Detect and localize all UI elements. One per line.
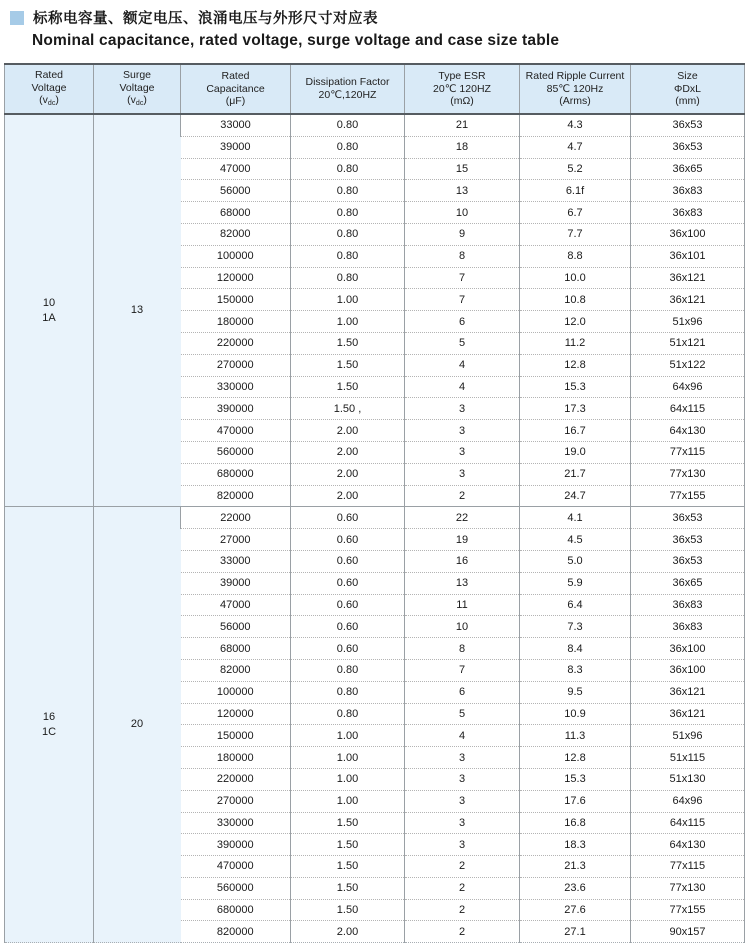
col-header-size — [631, 64, 745, 114]
dissipation-factor-cell: 0.80 — [291, 681, 405, 703]
ripple-current-cell: 24.7 — [520, 485, 631, 507]
header-unit: (Arms) — [559, 95, 591, 108]
dissipation-factor-cell: 0.80 — [291, 180, 405, 202]
size-cell: 36x53 — [631, 507, 745, 529]
capacitance-cell: 150000 — [181, 725, 291, 747]
esr-cell: 8 — [405, 638, 520, 660]
title-block — [0, 0, 748, 50]
dissipation-factor-cell: 0.60 — [291, 507, 405, 529]
ripple-current-cell: 7.3 — [520, 616, 631, 638]
col-header-dissipation-factor — [291, 64, 405, 114]
col-header-rated-voltage — [5, 64, 94, 114]
dissipation-factor-cell: 1.50 — [291, 376, 405, 398]
capacitance-cell: 820000 — [181, 485, 291, 507]
header-unit: $(v_{dc})$ — [39, 94, 59, 108]
dissipation-factor-cell: 0.80 — [291, 136, 405, 158]
ripple-current-cell: 15.3 — [520, 768, 631, 790]
section-marker-icon — [10, 11, 24, 25]
dissipation-factor-cell: 0.80 — [291, 158, 405, 180]
size-cell: 51x121 — [631, 332, 745, 354]
esr-cell: 7 — [405, 267, 520, 289]
capacitance-cell: 120000 — [181, 267, 291, 289]
ripple-current-cell: 18.3 — [520, 834, 631, 856]
dissipation-factor-cell: 1.50 — [291, 834, 405, 856]
esr-cell: 4 — [405, 354, 520, 376]
header-line: Rated Ripple Current — [525, 70, 625, 83]
capacitance-cell: 820000 — [181, 921, 291, 943]
esr-cell: 3 — [405, 834, 520, 856]
capacitance-cell: 180000 — [181, 747, 291, 769]
col-header-rated-ripple-current — [520, 64, 631, 114]
header-line: Voltage — [31, 81, 67, 94]
ripple-current-cell: 12.8 — [520, 747, 631, 769]
size-cell: 64x96 — [631, 376, 745, 398]
dissipation-factor-cell: 1.50 — [291, 332, 405, 354]
capacitance-cell: 180000 — [181, 311, 291, 333]
size-cell: 64x96 — [631, 790, 745, 812]
capacitance-cell: 560000 — [181, 877, 291, 899]
size-cell: 51x96 — [631, 725, 745, 747]
header-line: 85℃ 120Hz — [546, 82, 604, 95]
size-cell: 64x115 — [631, 812, 745, 834]
size-cell: 36x121 — [631, 681, 745, 703]
rated-voltage-cell: 16 1C — [5, 507, 94, 943]
dissipation-factor-cell: 1.00 — [291, 725, 405, 747]
size-cell: 36x83 — [631, 180, 745, 202]
dissipation-factor-cell: 0.80 — [291, 223, 405, 245]
esr-cell: 13 — [405, 180, 520, 202]
capacitance-cell: 27000 — [181, 529, 291, 551]
size-cell: 77x115 — [631, 441, 745, 463]
ripple-current-cell: 4.5 — [520, 529, 631, 551]
esr-cell: 2 — [405, 877, 520, 899]
esr-cell: 3 — [405, 790, 520, 812]
capacitance-cell: 470000 — [181, 856, 291, 878]
dissipation-factor-cell: 1.00 — [291, 311, 405, 333]
capacitance-cell: 82000 — [181, 223, 291, 245]
dissipation-factor-cell: 0.60 — [291, 638, 405, 660]
dissipation-factor-cell: 2.00 — [291, 441, 405, 463]
ripple-current-cell: 4.1 — [520, 507, 631, 529]
size-cell: 77x155 — [631, 485, 745, 507]
capacitance-cell: 22000 — [181, 507, 291, 529]
ripple-current-cell: 10.0 — [520, 267, 631, 289]
size-cell: 51x130 — [631, 768, 745, 790]
table-header-row — [5, 64, 745, 114]
ripple-current-cell: 12.8 — [520, 354, 631, 376]
capacitance-cell: 680000 — [181, 899, 291, 921]
header-line: 20℃,120HZ — [318, 89, 377, 101]
dissipation-factor-cell: 0.80 — [291, 703, 405, 725]
ripple-current-cell: 4.3 — [520, 114, 631, 136]
dissipation-factor-cell: 2.00 — [291, 463, 405, 485]
capacitance-cell: 100000 — [181, 681, 291, 703]
size-cell: 36x101 — [631, 245, 745, 267]
header-line: ΦDxL — [673, 82, 702, 95]
dissipation-factor-cell: 0.80 — [291, 202, 405, 224]
esr-cell: 11 — [405, 594, 520, 616]
esr-cell: 5 — [405, 332, 520, 354]
ripple-current-cell: 7.7 — [520, 223, 631, 245]
dissipation-factor-cell: 1.50 — [291, 877, 405, 899]
size-cell: 77x130 — [631, 877, 745, 899]
dissipation-factor-cell: 2.00 — [291, 921, 405, 943]
esr-cell: 7 — [405, 289, 520, 311]
ripple-current-cell: 12.0 — [520, 311, 631, 333]
esr-cell: 3 — [405, 463, 520, 485]
size-cell: 64x130 — [631, 834, 745, 856]
capacitance-cell: 680000 — [181, 463, 291, 485]
size-cell: 64x130 — [631, 420, 745, 442]
header-line: Surge — [122, 69, 152, 82]
capacitance-cell: 330000 — [181, 376, 291, 398]
capacitance-cell: 33000 — [181, 550, 291, 572]
size-cell: 77x115 — [631, 856, 745, 878]
dissipation-factor-cell: 0.60 — [291, 550, 405, 572]
header-line: Type ESR — [438, 70, 486, 83]
dissipation-factor-cell: 2.00 — [291, 485, 405, 507]
dissipation-factor-cell: 0.80 — [291, 114, 405, 136]
esr-cell: 2 — [405, 485, 520, 507]
dissipation-factor-cell: 1.50 — [291, 812, 405, 834]
header-line: Voltage — [119, 81, 155, 94]
size-cell: 36x121 — [631, 703, 745, 725]
esr-cell: 16 — [405, 550, 520, 572]
capacitance-cell: 39000 — [181, 572, 291, 594]
dissipation-factor-cell: 0.60 — [291, 616, 405, 638]
ripple-current-cell: 16.8 — [520, 812, 631, 834]
capacitance-cell: 150000 — [181, 289, 291, 311]
ripple-current-cell: 11.3 — [520, 725, 631, 747]
size-cell: 36x65 — [631, 572, 745, 594]
ripple-current-cell: 8.4 — [520, 638, 631, 660]
capacitance-cell: 33000 — [181, 114, 291, 136]
ripple-current-cell: 10.8 — [520, 289, 631, 311]
table-body — [5, 114, 745, 943]
ripple-current-cell: 16.7 — [520, 420, 631, 442]
size-cell: 36x100 — [631, 638, 745, 660]
size-cell: 36x83 — [631, 594, 745, 616]
capacitance-cell: 330000 — [181, 812, 291, 834]
esr-cell: 3 — [405, 812, 520, 834]
header-line: 20℃ 120HZ — [433, 82, 491, 95]
capacitance-cell: 470000 — [181, 420, 291, 442]
size-cell: 90x157 — [631, 921, 745, 943]
esr-cell: 22 — [405, 507, 520, 529]
size-cell: 36x121 — [631, 289, 745, 311]
size-cell: 51x122 — [631, 354, 745, 376]
size-cell: 36x83 — [631, 202, 745, 224]
ripple-current-cell: 17.3 — [520, 398, 631, 420]
capacitance-cell: 56000 — [181, 616, 291, 638]
rated-voltage-cell: 10 1A — [5, 114, 94, 507]
ripple-current-cell: 27.1 — [520, 921, 631, 943]
esr-cell: 4 — [405, 725, 520, 747]
header-line: Capacitance — [206, 82, 265, 95]
ripple-current-cell: 19.0 — [520, 441, 631, 463]
ripple-current-cell: 5.2 — [520, 158, 631, 180]
capacitance-cell: 68000 — [181, 202, 291, 224]
capacitance-cell: 100000 — [181, 245, 291, 267]
col-header-type-esr — [405, 64, 520, 114]
ripple-current-cell: 23.6 — [520, 877, 631, 899]
esr-cell: 2 — [405, 856, 520, 878]
capacitance-cell: 390000 — [181, 398, 291, 420]
dissipation-factor-cell: 0.80 — [291, 267, 405, 289]
ripple-current-cell: 5.9 — [520, 572, 631, 594]
capacitance-spec-table — [4, 63, 745, 943]
ripple-current-cell: 15.3 — [520, 376, 631, 398]
esr-cell: 21 — [405, 114, 520, 136]
table-row — [5, 114, 745, 136]
esr-cell: 8 — [405, 245, 520, 267]
capacitance-cell: 39000 — [181, 136, 291, 158]
capacitance-cell: 56000 — [181, 180, 291, 202]
size-cell: 36x53 — [631, 136, 745, 158]
surge-voltage-cell: 20 — [94, 507, 181, 943]
capacitance-cell: 68000 — [181, 638, 291, 660]
size-cell: 51x96 — [631, 311, 745, 333]
capacitance-cell: 560000 — [181, 441, 291, 463]
header-unit: (mΩ) — [450, 95, 474, 108]
header-unit: (mm) — [675, 95, 700, 108]
dissipation-factor-cell: 1.00 — [291, 790, 405, 812]
col-header-rated-capacitance — [181, 64, 291, 114]
ripple-current-cell: 17.6 — [520, 790, 631, 812]
page-title-chinese: 标称电容量、额定电压、浪涌电压与外形尺寸对应表 — [33, 11, 378, 27]
dissipation-factor-cell: 0.80 — [291, 659, 405, 681]
ripple-current-cell: 8.8 — [520, 245, 631, 267]
dissipation-factor-cell: 0.80 — [291, 245, 405, 267]
esr-cell: 4 — [405, 376, 520, 398]
ripple-current-cell: 6.7 — [520, 202, 631, 224]
esr-cell: 2 — [405, 921, 520, 943]
ripple-current-cell: 11.2 — [520, 332, 631, 354]
col-header-surge-voltage — [94, 64, 181, 114]
esr-cell: 19 — [405, 529, 520, 551]
esr-cell: 3 — [405, 398, 520, 420]
dissipation-factor-cell: 1.50 — [291, 856, 405, 878]
size-cell: 77x130 — [631, 463, 745, 485]
surge-voltage-cell: 13 — [94, 114, 181, 507]
dissipation-factor-cell: 1.50 — [291, 354, 405, 376]
dissipation-factor-cell: 2.00 — [291, 420, 405, 442]
size-cell: 36x65 — [631, 158, 745, 180]
page-title-english: Nominal capacitance, rated voltage, surge voltage and case size table — [32, 32, 560, 49]
esr-cell: 3 — [405, 441, 520, 463]
header-line: Rated — [34, 69, 64, 82]
dissipation-factor-cell: 0.60 — [291, 594, 405, 616]
dissipation-factor-cell: 1.00 — [291, 289, 405, 311]
size-cell: 64x115 — [631, 398, 745, 420]
dissipation-factor-cell: 0.60 — [291, 529, 405, 551]
size-cell: 36x53 — [631, 114, 745, 136]
capacitance-cell: 47000 — [181, 594, 291, 616]
capacitance-cell: 390000 — [181, 834, 291, 856]
esr-cell: 6 — [405, 311, 520, 333]
dissipation-factor-cell: 0.60 — [291, 572, 405, 594]
ripple-current-cell: 21.7 — [520, 463, 631, 485]
esr-cell: 2 — [405, 899, 520, 921]
ripple-current-cell: 27.6 — [520, 899, 631, 921]
header-unit: $(v_{dc})$ — [127, 94, 147, 108]
capacitance-cell: 220000 — [181, 768, 291, 790]
size-cell: 36x53 — [631, 529, 745, 551]
esr-cell: 5 — [405, 703, 520, 725]
header-line: Dissipation Factor — [305, 76, 390, 89]
ripple-current-cell: 8.3 — [520, 659, 631, 681]
ripple-current-cell: 9.5 — [520, 681, 631, 703]
ripple-current-cell: 4.7 — [520, 136, 631, 158]
header-line: Rated — [221, 70, 250, 83]
esr-cell: 6 — [405, 681, 520, 703]
esr-cell: 9 — [405, 223, 520, 245]
size-cell: 36x83 — [631, 616, 745, 638]
ripple-current-cell: 10.9 — [520, 703, 631, 725]
esr-cell: 13 — [405, 572, 520, 594]
dissipation-factor-cell: 1.00 — [291, 768, 405, 790]
capacitance-cell: 270000 — [181, 354, 291, 376]
esr-cell: 18 — [405, 136, 520, 158]
ripple-current-cell: 6.4 — [520, 594, 631, 616]
capacitance-cell: 270000 — [181, 790, 291, 812]
esr-cell: 3 — [405, 768, 520, 790]
header-unit: (μF) — [225, 95, 246, 108]
dissipation-factor-cell: 1.50 , — [291, 398, 405, 420]
size-cell: 77x155 — [631, 899, 745, 921]
capacitance-cell: 120000 — [181, 703, 291, 725]
size-cell: 36x53 — [631, 550, 745, 572]
table-row — [5, 507, 745, 529]
ripple-current-cell: 21.3 — [520, 856, 631, 878]
size-cell: 51x115 — [631, 747, 745, 769]
size-cell: 36x100 — [631, 659, 745, 681]
ripple-current-cell: 5.0 — [520, 550, 631, 572]
dissipation-factor-cell: 1.00 — [291, 747, 405, 769]
ripple-current-cell: 6.1f — [520, 180, 631, 202]
capacitance-cell: 47000 — [181, 158, 291, 180]
esr-cell: 3 — [405, 420, 520, 442]
header-line: Size — [677, 70, 698, 83]
esr-cell: 10 — [405, 616, 520, 638]
capacitance-cell: 220000 — [181, 332, 291, 354]
size-cell: 36x100 — [631, 223, 745, 245]
esr-cell: 3 — [405, 747, 520, 769]
capacitance-cell: 82000 — [181, 659, 291, 681]
size-cell: 36x121 — [631, 267, 745, 289]
esr-cell: 7 — [405, 659, 520, 681]
dissipation-factor-cell: 1.50 — [291, 899, 405, 921]
esr-cell: 15 — [405, 158, 520, 180]
esr-cell: 10 — [405, 202, 520, 224]
